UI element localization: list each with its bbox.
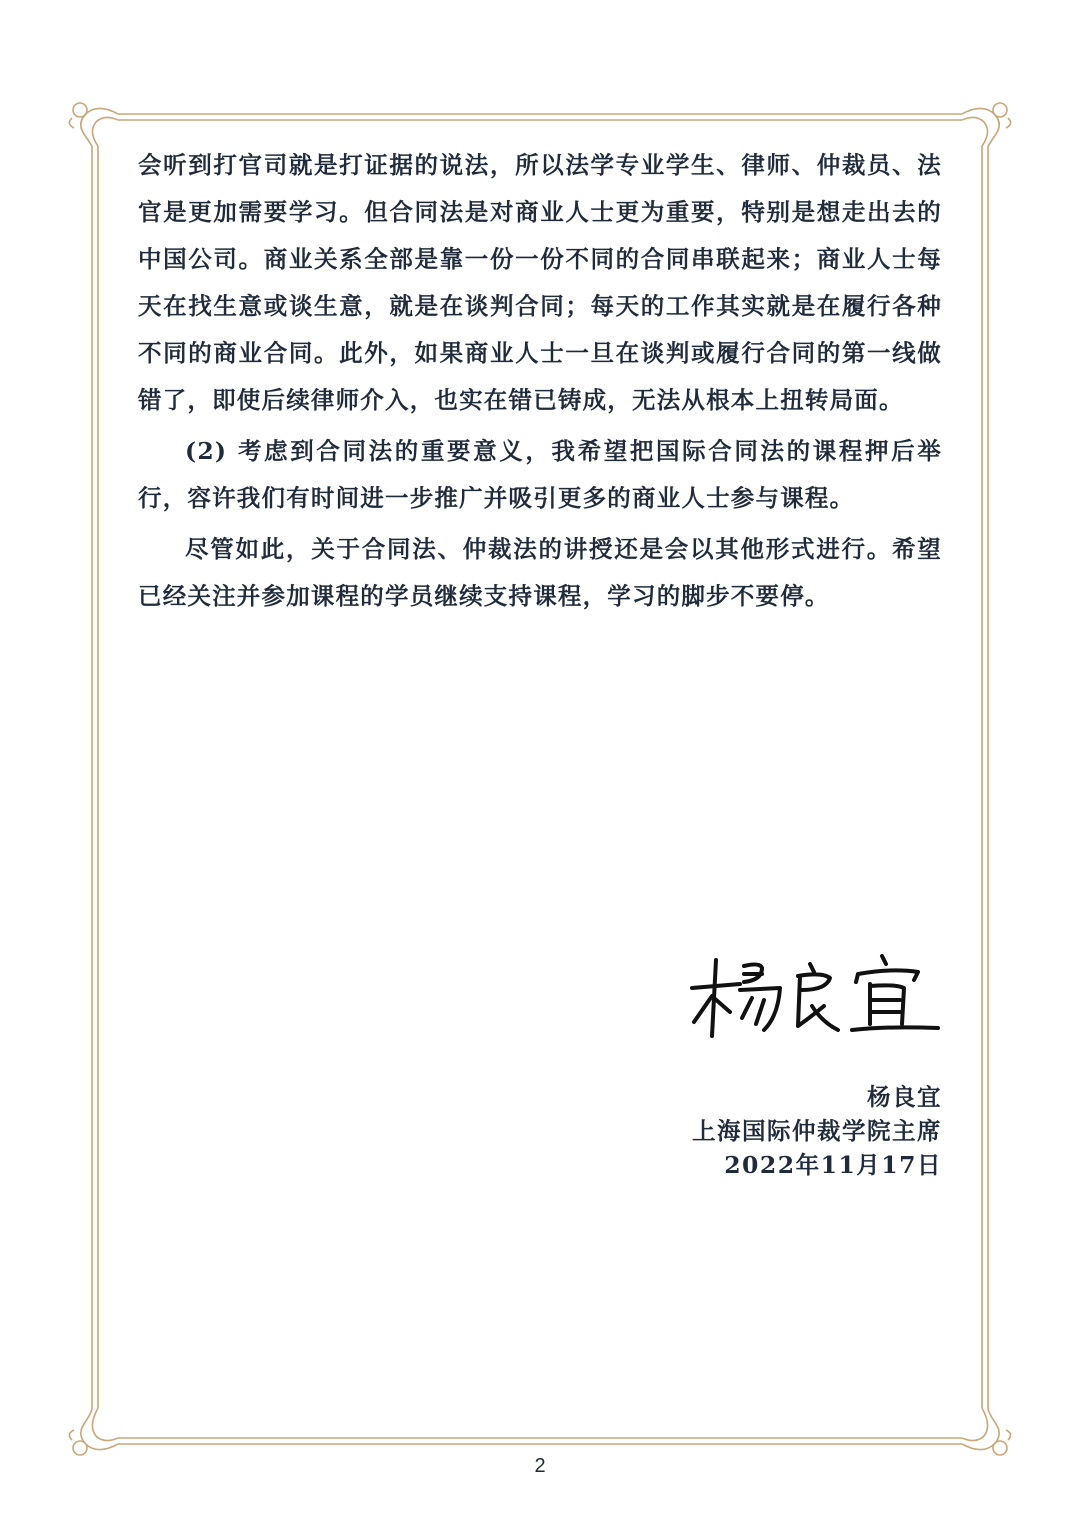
- corner-ornament-icon: [69, 1408, 118, 1455]
- signature-block: [692, 1080, 942, 1182]
- corner-ornament-icon: [962, 103, 1011, 146]
- handwritten-signature: [682, 946, 942, 1048]
- letter-date: 2022年11月17日: [724, 1151, 942, 1179]
- body-paragraph-1: 会听到打官司就是打证据的说法，所以法学专业学生、律师、仲裁员、法官是更加需要学习。但合同法是对商业人士更为重要，特别是想走出去的中国公司。商业关系全部是靠一份一份不同的合同串联起来；商业人士每天在找生意或谈生意，就是在谈判合同；每天的工作其实就是在履行各种不同的商业合同。此外，如果商业人士一旦在谈判或履行合同的第一线做错了，即使后续律师介入，也实在错已铸成，无法从根本上扭转局面。: [138, 151, 942, 414]
- corner-ornament-icon: [69, 103, 118, 146]
- page-number: 2: [534, 1455, 546, 1477]
- corner-ornament-icon: [962, 1408, 1011, 1455]
- signer-name: 杨良宜: [867, 1083, 942, 1111]
- body-paragraph-3: 尽管如此，关于合同法、仲裁法的讲授还是会以其他形式进行。希望已经关注并参加课程的学员继续支持课程，学习的脚步不要停。: [138, 535, 942, 610]
- body-paragraph-2: (2) 考虑到合同法的重要意义，我希望把国际合同法的课程押后举行，容许我们有时间进一步推广并吸引更多的商业人士参与课程。: [138, 437, 942, 512]
- letter-body: [138, 142, 942, 620]
- signer-title: 上海国际仲裁学院主席: [692, 1117, 942, 1145]
